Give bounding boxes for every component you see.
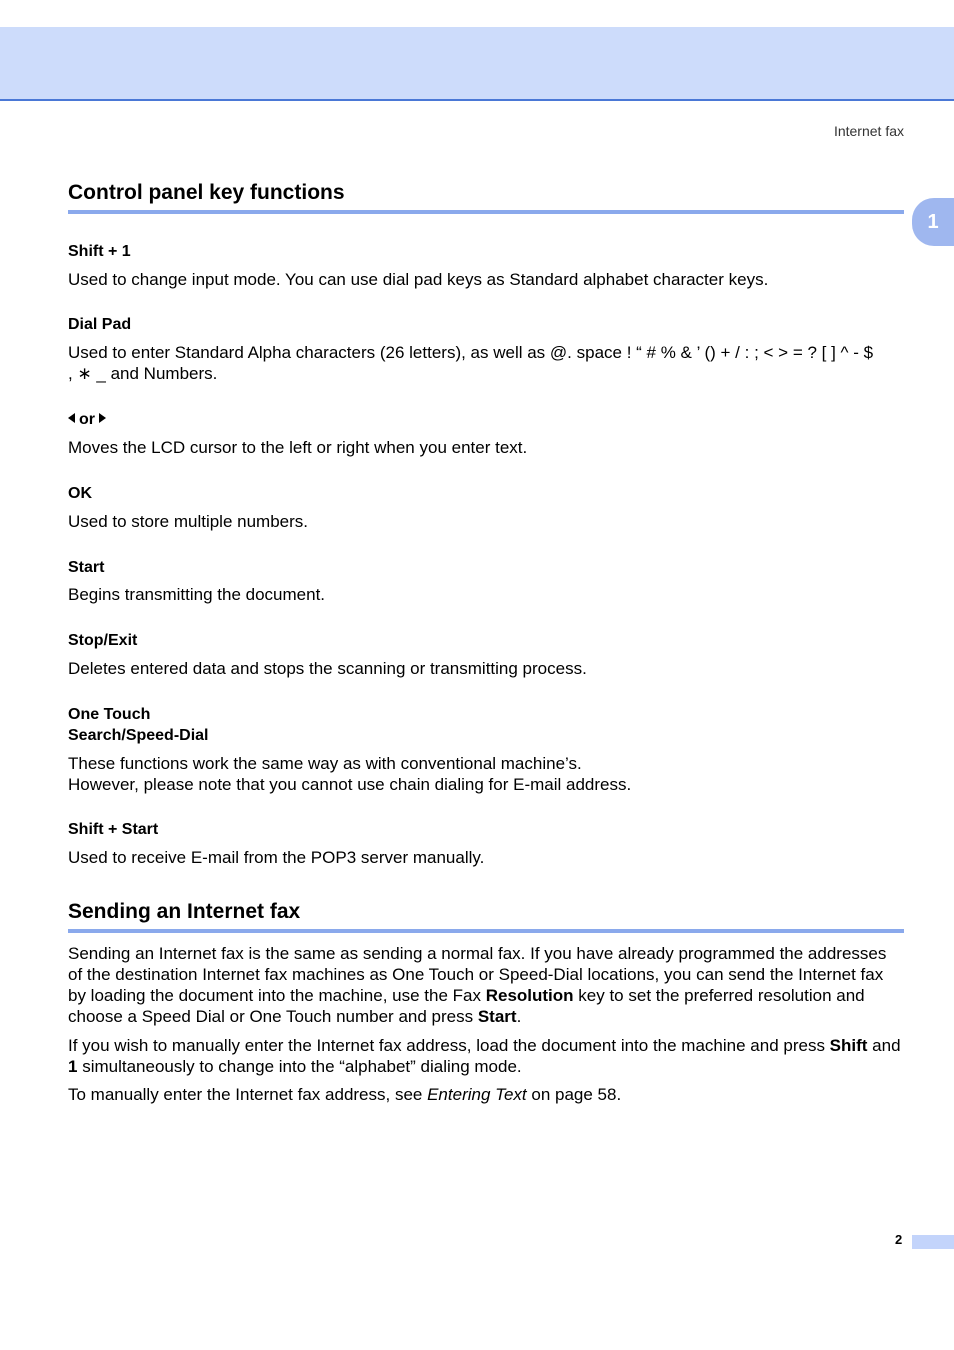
text-run: Sending an Internet fax is the same as sending a normal fax. If you have already programmed the addresses of the destination Internet fax machines as One Touch or Speed-Dial locations, you can send the Internet fax by loading the document into the machine, use the Fax [68,944,887,1005]
text-run: simultaneously to change into the “alphabet” dialing mode. [77,1057,522,1076]
key-term: OK [68,485,92,502]
key-description: Used to store multiple numbers. [68,512,308,531]
key-description-line: These functions work the same way as with conventional machine’s. [68,754,582,773]
header-band [0,27,954,101]
key-term-line: One Touch [68,706,151,723]
page-number: 2 [895,1232,903,1247]
running-title: Internet fax [833,123,904,139]
text-run: and [867,1036,901,1055]
key-term [68,704,209,746]
page-number-bar [912,1235,954,1249]
chapter-tab: 1 [912,198,954,246]
key-term: Shift + 1 [68,243,131,260]
key-name: Resolution [485,986,574,1005]
key-term: Shift + Start [68,821,159,838]
key-name: Start [477,1007,517,1026]
key-description: Moves the LCD cursor to the left or right when you enter text. [68,438,528,457]
text-run: on page 58. [526,1085,622,1104]
key-description: Begins transmitting the document. [68,585,326,604]
key-term: Start [68,559,105,576]
key-term-line: Search/Speed-Dial [68,727,209,744]
text-run: . [516,1007,522,1026]
body-paragraph [68,943,904,1027]
key-term: Dial Pad [68,316,132,333]
body-paragraph [68,1084,904,1105]
key-term-text: or [79,411,95,428]
key-description [68,753,904,795]
body-paragraph [68,1035,904,1077]
key-description-line: , ∗ _ and Numbers. [68,364,218,383]
key-description-line: Used to enter Standard Alpha characters (26 letters), as well as @. space ! “ # % & ’ () + / : ; < > = ? [ ] ^ - $ [68,343,874,362]
text-run: To manually enter the Internet fax address, see [68,1085,428,1104]
cross-reference-link[interactable]: Entering Text [427,1085,527,1104]
key-description: Used to change input mode. You can use dial pad keys as Standard alphabet character keys. [68,270,769,289]
text-run: If you wish to manually enter the Internet fax address, load the document into the machine and press [68,1036,830,1055]
key-description [68,342,904,384]
text-run: key to set the preferred resolution and choose a Speed Dial or One Touch number and press [68,986,865,1026]
section-title-sending: Sending an Internet fax [68,899,904,933]
left-arrow-icon [68,413,75,423]
key-name: Shift [829,1036,868,1055]
key-description: Deletes entered data and stops the scanning or transmitting process. [68,659,587,678]
right-arrow-icon [99,413,106,423]
key-term-arrows [68,409,106,430]
key-description: Used to receive E-mail from the POP3 server manually. [68,848,485,867]
key-term: Stop/Exit [68,632,138,649]
key-name: 1 [68,1057,78,1076]
section-title-control-panel: Control panel key functions [68,180,904,214]
key-description-line: However, please note that you cannot use chain dialing for E-mail address. [68,775,632,794]
